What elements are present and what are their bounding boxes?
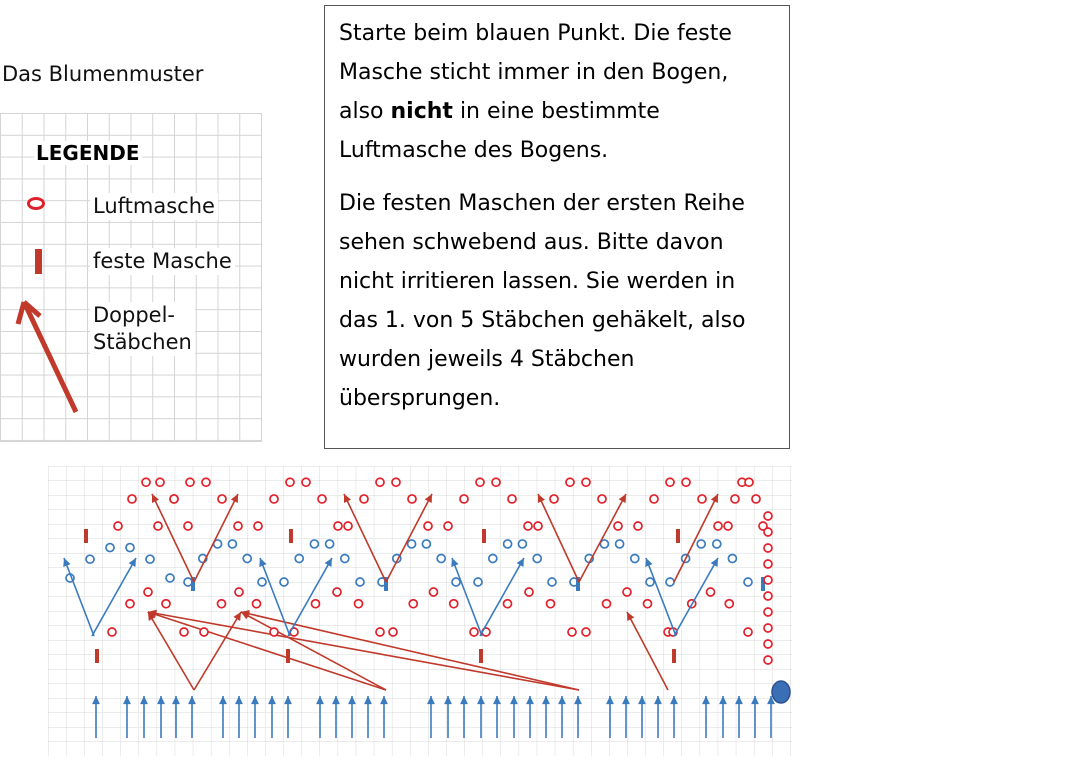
chain-stitch bbox=[356, 578, 364, 586]
chain-stitch bbox=[764, 560, 772, 568]
chain-stitch bbox=[114, 522, 122, 530]
chain-stitch bbox=[504, 600, 512, 608]
chain-stitch bbox=[234, 522, 242, 530]
chain-stitch bbox=[550, 495, 558, 503]
chain-stitch bbox=[154, 522, 162, 530]
note-emphasis: nicht bbox=[390, 99, 453, 124]
chain-stitch bbox=[146, 555, 154, 563]
chain-stitch bbox=[126, 544, 134, 552]
chain-stitch bbox=[126, 600, 134, 608]
chain-stitch bbox=[360, 495, 368, 503]
single-crochet-icon bbox=[35, 249, 42, 274]
chain-stitch bbox=[184, 578, 192, 586]
chain-stitch bbox=[162, 600, 170, 608]
chain-stitch bbox=[144, 588, 152, 596]
single-crochet-stitch bbox=[95, 649, 99, 663]
legend-heading: LEGENDE bbox=[36, 141, 140, 165]
chain-stitch bbox=[254, 522, 262, 530]
chain-stitch bbox=[474, 578, 482, 586]
chain-stitch bbox=[389, 628, 397, 636]
chain-stitch bbox=[452, 578, 460, 586]
single-crochet-stitch bbox=[289, 529, 293, 543]
chain-stitch bbox=[408, 540, 416, 548]
chain-stitch bbox=[408, 495, 416, 503]
chain-stitch bbox=[200, 628, 208, 636]
chain-stitch bbox=[258, 578, 266, 586]
chain-stitch bbox=[235, 588, 243, 596]
chain-stitch bbox=[86, 555, 94, 563]
chain-stitch bbox=[631, 554, 639, 562]
chain-stitch bbox=[184, 522, 192, 530]
pattern-title: Das Blumenmuster bbox=[2, 62, 204, 86]
chain-stitch bbox=[764, 576, 772, 584]
chain-stitch bbox=[450, 600, 458, 608]
chain-stitch bbox=[650, 495, 658, 503]
note-paragraph-1: Starte beim blauen Punkt. Die feste Masche sticht immer in den Bogen, also nicht in eine bestimmte Luftmasche des Bogens. bbox=[339, 21, 732, 163]
chain-stitch bbox=[392, 478, 400, 486]
chain-stitch bbox=[646, 578, 654, 586]
chain-stitch bbox=[302, 478, 310, 486]
chain-stitch bbox=[334, 522, 342, 530]
chain-stitch bbox=[582, 478, 590, 486]
chain-stitch bbox=[186, 478, 194, 486]
chain-stitch bbox=[644, 600, 652, 608]
chain-stitch bbox=[218, 495, 226, 503]
single-crochet-stitch bbox=[84, 529, 88, 543]
chain-stitch bbox=[142, 478, 150, 486]
chain-stitch bbox=[614, 522, 622, 530]
chain-stitch bbox=[270, 495, 278, 503]
chain-stitch bbox=[170, 495, 178, 503]
chain-stitch bbox=[697, 540, 705, 548]
double-crochet-arrow-icon bbox=[10, 288, 85, 418]
single-crochet-stitch bbox=[482, 529, 486, 543]
crochet-chart bbox=[48, 466, 792, 756]
chain-stitch bbox=[745, 478, 753, 486]
chain-stitch bbox=[582, 628, 590, 636]
chain-stitch bbox=[744, 578, 752, 586]
chain-stitch bbox=[286, 478, 294, 486]
chain-stitch bbox=[376, 478, 384, 486]
single-crochet-stitch bbox=[672, 649, 676, 663]
start-dot bbox=[772, 681, 790, 703]
chain-stitch bbox=[508, 495, 516, 503]
chain-stitch bbox=[764, 608, 772, 616]
chain-stitch bbox=[409, 600, 417, 608]
chain-stitch bbox=[744, 628, 752, 636]
chain-stitch bbox=[714, 522, 722, 530]
chain-stitch bbox=[524, 522, 532, 530]
instruction-note bbox=[324, 5, 790, 449]
chain-stitch bbox=[333, 588, 341, 596]
chain-stitch bbox=[422, 540, 430, 548]
chain-stitch bbox=[752, 495, 760, 503]
chain-stitch bbox=[764, 656, 772, 664]
chain-stitch bbox=[476, 478, 484, 486]
chain-stitch bbox=[492, 478, 500, 486]
chain-stitch bbox=[106, 544, 114, 552]
chain-stitch bbox=[504, 540, 512, 548]
note-paragraph-2: Die festen Maschen der ersten Reihe sehen schwebend aus. Bitte davon nicht irritieren lassen. Sie werden in das 1. von 5 Stäbchen gehäkelt, also wurden jeweils 4 Stäbchen übersprungen. bbox=[339, 191, 746, 411]
chain-stitch bbox=[764, 544, 772, 552]
chain-stitch bbox=[725, 600, 733, 608]
chain-stitch bbox=[548, 578, 556, 586]
chain-stitch bbox=[764, 624, 772, 632]
chain-stitch bbox=[731, 495, 739, 503]
chain-stitch bbox=[764, 528, 772, 536]
chain-stitch bbox=[616, 540, 624, 548]
legend-box bbox=[0, 113, 262, 442]
chain-stitch bbox=[326, 540, 334, 548]
chain-stitch bbox=[295, 554, 303, 562]
chain-stitch bbox=[108, 628, 116, 636]
single-crochet-stitch bbox=[479, 649, 483, 663]
chain-stitch bbox=[460, 495, 468, 503]
chain-stitch bbox=[518, 540, 526, 548]
chain-stitch bbox=[228, 540, 236, 548]
chain-stitch bbox=[634, 522, 642, 530]
chain-stitch bbox=[202, 478, 210, 486]
chain-stitch bbox=[444, 522, 452, 530]
chain-stitch bbox=[270, 628, 278, 636]
chain-stitch bbox=[310, 540, 318, 548]
single-crochet-stitch bbox=[676, 529, 680, 543]
chain-stitch bbox=[470, 628, 478, 636]
chain-stitch bbox=[547, 600, 555, 608]
legend-label-luftmasche: Luftmasche bbox=[90, 193, 218, 220]
chain-stitch bbox=[344, 522, 352, 530]
chain-stitch bbox=[218, 600, 226, 608]
chain-stitch bbox=[764, 592, 772, 600]
chain-stitch bbox=[430, 588, 438, 596]
chain-stitch bbox=[156, 478, 164, 486]
chain-stitch bbox=[698, 495, 706, 503]
chain-stitch bbox=[280, 578, 288, 586]
legend-label-doppelstaebchen: Doppel- Stäbchen bbox=[90, 302, 195, 356]
chain-stitch bbox=[489, 554, 497, 562]
chain-stitch bbox=[713, 540, 721, 548]
chain-stitch bbox=[666, 478, 674, 486]
chain-stitch bbox=[424, 522, 432, 530]
chain-stitch bbox=[166, 574, 174, 582]
chain-stitch bbox=[128, 495, 136, 503]
chain-stitch bbox=[312, 600, 320, 608]
chain-stitch bbox=[376, 628, 384, 636]
chain-stitch bbox=[623, 588, 631, 596]
chain-stitch bbox=[568, 628, 576, 636]
chain-stitch bbox=[666, 578, 674, 586]
chain-stitch bbox=[533, 554, 541, 562]
chain-stitch bbox=[764, 640, 772, 648]
chain-stitch bbox=[253, 600, 261, 608]
chain-stitch bbox=[318, 495, 326, 503]
legend-label-feste-masche: feste Masche bbox=[90, 248, 235, 275]
chain-stitch bbox=[598, 495, 606, 503]
chain-stitch bbox=[355, 600, 363, 608]
chain-stitch bbox=[603, 600, 611, 608]
chain-stitch bbox=[437, 554, 445, 562]
chain-stitch bbox=[525, 588, 533, 596]
chain-stitch-icon bbox=[27, 197, 45, 210]
chain-stitch bbox=[180, 628, 188, 636]
chain-stitch bbox=[724, 522, 732, 530]
chain-stitch bbox=[243, 554, 251, 562]
chain-stitch bbox=[707, 588, 715, 596]
chain-stitch bbox=[682, 478, 690, 486]
chain-stitch bbox=[764, 512, 772, 520]
single-crochet-stitch bbox=[286, 649, 290, 663]
chain-stitch bbox=[534, 522, 542, 530]
chain-stitch bbox=[566, 478, 574, 486]
chain-stitch bbox=[728, 554, 736, 562]
chain-stitch bbox=[341, 554, 349, 562]
